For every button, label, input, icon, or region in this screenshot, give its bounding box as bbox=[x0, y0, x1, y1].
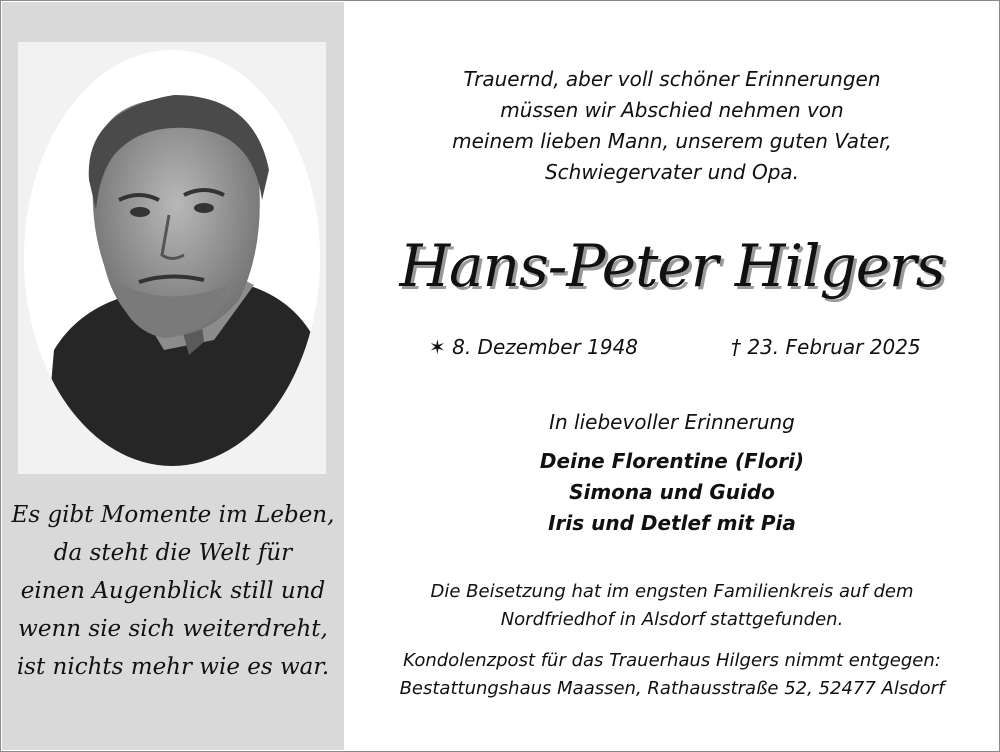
memory-heading: In liebevoller Erinnerung bbox=[549, 410, 795, 434]
right-panel bbox=[345, 2, 999, 750]
intro-line: Schwiegervater und Opa. bbox=[544, 160, 800, 184]
family-member: Simona und Guido bbox=[569, 480, 775, 504]
quote-block bbox=[2, 496, 344, 686]
portrait-photo bbox=[24, 50, 320, 466]
death-date: † 23. Februar 2025 bbox=[731, 335, 921, 359]
quote-line: ist nichts mehr wie es war. bbox=[16, 654, 330, 680]
burial-notice bbox=[345, 578, 999, 634]
quote-line: da steht die Welt für bbox=[53, 540, 293, 566]
quote-line: wenn sie sich weiterdreht, bbox=[18, 616, 328, 642]
burial-line: Nordfriedhof in Alsdorf stattgefunden. bbox=[500, 609, 844, 630]
quote-line: Es gibt Momente im Leben, bbox=[11, 502, 335, 528]
intro-text bbox=[345, 64, 999, 188]
deceased-name: Hans-Peter Hilgers bbox=[399, 232, 945, 300]
intro-line: müssen wir Abschied nehmen von bbox=[500, 98, 844, 122]
photo-frame bbox=[18, 42, 326, 474]
family-member: Deine Florentine (Flori) bbox=[539, 449, 805, 473]
condolence-notice bbox=[345, 647, 999, 703]
burial-line: Die Beisetzung hat im engsten Familienkreis auf dem bbox=[430, 581, 914, 602]
family-member: Iris und Detlef mit Pia bbox=[548, 511, 796, 535]
intro-line: Trauernd, aber voll schöner Erinnerungen bbox=[463, 67, 881, 91]
left-panel bbox=[2, 2, 344, 750]
condolence-line: Bestattungshaus Maassen, Rathausstraße 52, 52477 Alsdorf bbox=[399, 678, 945, 699]
birth-date: ✶ 8. Dezember 1948 bbox=[429, 335, 639, 359]
intro-line: meinem lieben Mann, unserem guten Vater, bbox=[452, 129, 892, 153]
family-list bbox=[345, 446, 999, 539]
quote-line: einen Augenblick still und bbox=[20, 578, 326, 604]
condolence-line: Kondolenzpost für das Trauerhaus Hilgers nimmt entgegen: bbox=[403, 650, 941, 671]
